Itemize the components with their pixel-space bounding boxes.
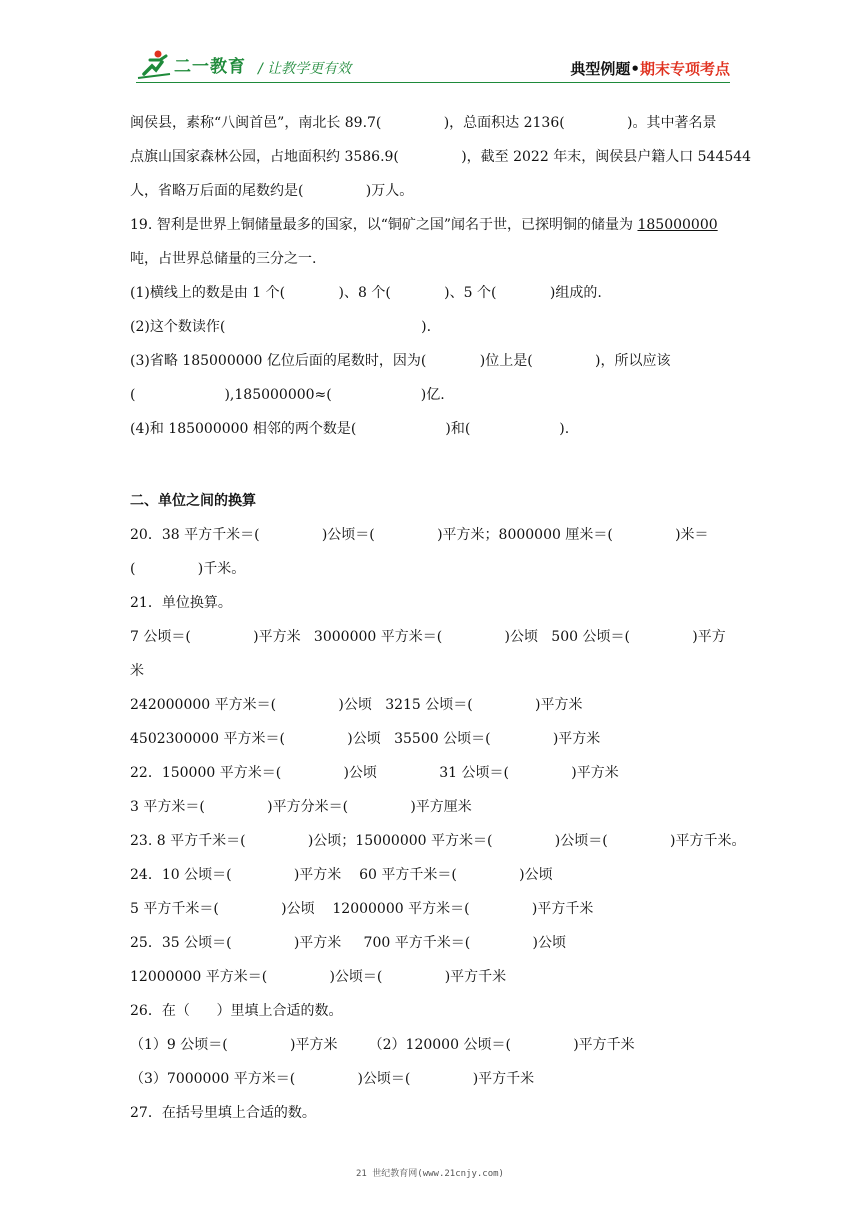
header-category bbox=[570, 58, 730, 79]
text-line: 人，省略万后面的尾数约是( )万人。 bbox=[130, 183, 414, 199]
text-line: 7 公顷＝( )平方米 3000000 平方米＝( )公顷 500 公顷＝( )平方 bbox=[130, 629, 726, 645]
q19-underlined-number: 185000000 bbox=[637, 217, 718, 233]
question-19 bbox=[130, 208, 730, 242]
text-line: 5 平方千米＝( )公顷 12000000 平方米＝( )平方千米 bbox=[130, 901, 594, 917]
text-line: 242000000 平方米＝( )公顷 3215 公顷＝( )平方米 bbox=[130, 697, 583, 713]
text-line: 米 bbox=[130, 663, 144, 679]
document-body bbox=[130, 106, 752, 1130]
text-line: (3)省略 185000000 亿位后面的尾数时，因为( )位上是( )，所以应该 bbox=[130, 353, 671, 369]
text-line: 12000000 平方米＝( )公顷＝( )平方千米 bbox=[130, 969, 507, 985]
text-line: 25．35 公顷＝( )平方米 700 平方千米＝( )公顷 bbox=[130, 935, 566, 951]
text-line: 24．10 公顷＝( )平方米 60 平方千米＝( )公顷 bbox=[130, 867, 553, 883]
header-category-red: 期末专项考点 bbox=[639, 60, 730, 78]
text-line: (1)横线上的数是由 1 个( )、8 个( )、5 个( )组成的. bbox=[130, 285, 602, 301]
text-line: 22．150000 平方米＝( )公顷 31 公顷＝( )平方米 bbox=[130, 765, 619, 781]
text-line: 3 平方米＝( )平方分米＝( )平方厘米 bbox=[130, 799, 472, 815]
text-line: 闽侯县，素称“八闽首邑”，南北长 89.7( )，总面积达 2136( )。其中著名景 bbox=[130, 115, 717, 131]
text-line: 点旗山国家森林公园，占地面积约 3586.9( )，截至 2022 年末，闽侯县户籍人口 544544 bbox=[130, 149, 752, 165]
text-line: （1）9 公顷＝( )平方米 （2）120000 公顷＝( )平方千米 bbox=[130, 1037, 635, 1053]
text-line: 20．38 平方千米＝( )公顷＝( )平方米；8000000 厘米＝( )米＝ bbox=[130, 527, 709, 543]
q19-text: 19. 智利是世界上铜储量最多的国家，以“铜矿之国”闻名于世，已探明铜的储量为 bbox=[130, 217, 638, 233]
header-divider bbox=[136, 82, 730, 83]
header-category-black: 典型例题• bbox=[570, 60, 640, 78]
text-line: 21．单位换算。 bbox=[130, 595, 232, 611]
text-line: 26．在（ ）里填上合适的数。 bbox=[130, 1003, 343, 1019]
runner-icon bbox=[136, 48, 172, 80]
text-line: 4502300000 平方米＝( )公顷 35500 公顷＝( )平方米 bbox=[130, 731, 601, 747]
slogan: / 让教学更有效 bbox=[258, 61, 352, 77]
text-line: 27．在括号里填上合适的数。 bbox=[130, 1105, 316, 1121]
text-line: 吨，占世界总储量的三分之一. bbox=[130, 251, 317, 267]
page-footer: 21 世纪教育网(www.21cnjy.com) bbox=[356, 1169, 504, 1179]
text-line: （3）7000000 平方米＝( )公顷＝( )平方千米 bbox=[130, 1071, 535, 1087]
section-title: 二、单位之间的换算 bbox=[130, 493, 256, 509]
brand-logo bbox=[136, 46, 246, 82]
text-line: (4)和 185000000 相邻的两个数是( )和( ). bbox=[130, 421, 570, 437]
text-line: (2)这个数读作( ). bbox=[130, 319, 432, 335]
text-line: 23. 8 平方千米＝( )公顷；15000000 平方米＝( )公顷＝( )平方千米。 bbox=[130, 833, 746, 849]
text-line: ( ),185000000≈( )亿. bbox=[130, 387, 445, 403]
text-line: ( )千米。 bbox=[130, 561, 246, 577]
logo-text: 二一教育 bbox=[174, 56, 246, 77]
page-header bbox=[0, 0, 860, 95]
